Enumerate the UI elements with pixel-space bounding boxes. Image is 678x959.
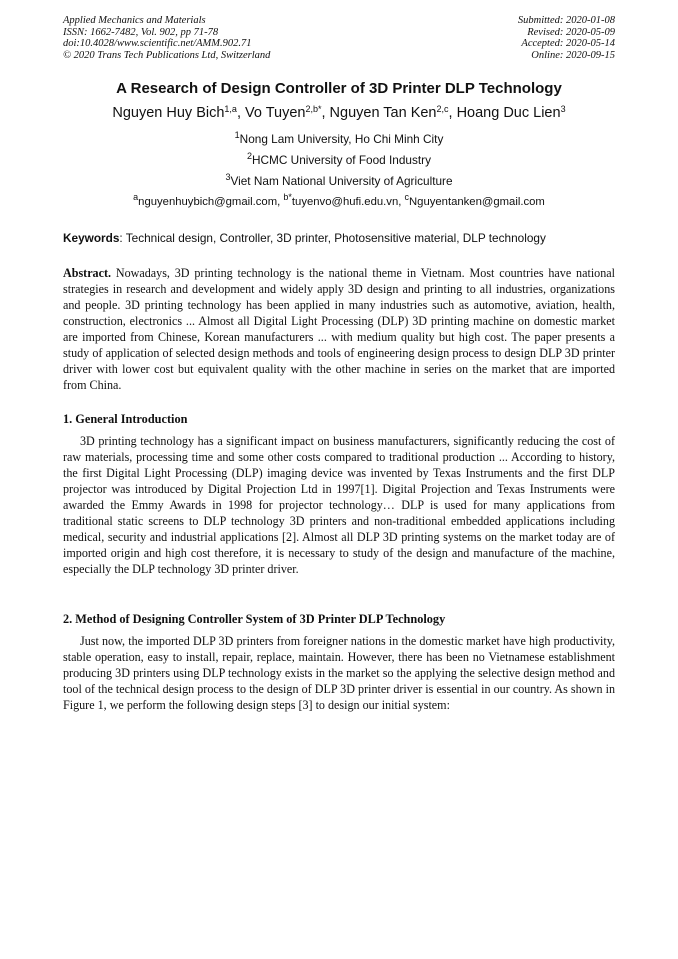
submitted-date: Submitted: 2020-01-08	[517, 15, 615, 26]
keywords-label: Keywords	[63, 231, 120, 245]
affiliation-mark: 2	[247, 151, 253, 161]
section-body-introduction: 3D printing technology has a significant impact on business manufacturers, significantly reducing the cost of raw materials, processing time and some other costs compared to traditional production ... According to history, the first Digital Light Processing (DLP) imaging device was invented by Texas Instruments and the first DLP projector was introduced by Digital Projection Ltd in 1997[1]. Digital Projection and Texas Instruments were awarded the Emmy Awards in 1998 for projector technology… DLP is used for many applications from traditional static screens to DLP technology 3D printers and non-traditional embedded applications including medical, security and industrial applications [2]. Almost all DLP 3D printing systems on the market today are of imported origin and high cost therefore, it is necessary to study of the design and manufacture of the machine, especially the DLP technology 3D printer driver.	[63, 434, 615, 576]
email-mark: c	[404, 192, 410, 202]
keywords	[63, 231, 615, 245]
online-date: Online: 2020-09-15	[531, 49, 615, 61]
author-affiliation-mark: 2,b*	[305, 104, 322, 114]
email-address: nguyenhuybich@gmail.com,	[138, 196, 284, 208]
author-list	[0, 105, 678, 121]
journal-name: Applied Mechanics and Materials	[63, 15, 206, 26]
author-name: Nguyen Huy Bich	[112, 105, 225, 121]
author-name: Vo Tuyen	[245, 105, 306, 121]
author-affiliation-mark: 3	[560, 104, 566, 114]
author-affiliation-mark: 1,a	[224, 104, 237, 114]
affiliation-2	[0, 153, 678, 167]
affiliation-text: HCMC University of Food Industry	[252, 153, 431, 167]
email-address: Nguyentanken@gmail.com	[409, 196, 545, 208]
author-emails	[0, 192, 678, 208]
author-separator: ,	[448, 105, 457, 121]
email-address: tuyenvo@hufi.edu.vn,	[291, 196, 405, 208]
revised-date: Revised: 2020-05-09	[527, 26, 615, 38]
keywords-text: : Technical design, Controller, 3D printer, Photosensitive material, DLP technology	[119, 231, 546, 245]
accepted-date: Accepted: 2020-05-14	[521, 38, 615, 50]
section-heading-introduction: 1. General Introduction	[63, 412, 188, 426]
section-heading-method: 2. Method of Designing Controller System of 3D Printer DLP Technology	[63, 612, 446, 626]
copyright-line: © 2020 Trans Tech Publications Ltd, Switzerland	[63, 49, 271, 61]
author-separator: ,	[321, 105, 330, 121]
paper-title: A Research of Design Controller of 3D Printer DLP Technology	[116, 80, 562, 97]
affiliation-text: Viet Nam National University of Agriculture	[230, 174, 453, 188]
abstract	[63, 265, 615, 393]
publication-dates	[518, 15, 615, 61]
journal-info	[63, 15, 270, 61]
abstract-label: Abstract.	[63, 266, 112, 280]
affiliation-3	[0, 174, 678, 188]
author-name: Hoang Duc Lien	[456, 105, 561, 121]
author-affiliation-mark: 2,c	[436, 104, 449, 114]
issn-line: ISSN: 1662-7482, Vol. 902, pp 71-78	[63, 26, 219, 38]
affiliation-mark: 1	[234, 130, 240, 140]
affiliation-mark: 3	[225, 172, 231, 182]
email-mark: a	[133, 192, 139, 202]
affiliation-text: Nong Lam University, Ho Chi Minh City	[239, 132, 444, 146]
section-body-method: Just now, the imported DLP 3D printers from foreigner nations in the domestic market have high productivity, stable operation, easy to install, repair, replace, maintain. However, there has been no Vietnamese establishment producing 3D printers using DLP technology exists in the market so the applying the selective design method and tool of the technical design process to the design of DLP 3D printer driver is essential in our country. As shown in Figure 1, we perform the following design steps [3] to design our initial system:	[63, 634, 615, 712]
doi-line: doi:10.4028/www.scientific.net/AMM.902.71	[63, 38, 252, 50]
author-separator: ,	[236, 105, 245, 121]
abstract-text: Nowadays, 3D printing technology is the national theme in Vietnam. Most countries have national strategies in research and development and widely apply 3D design and printing to all industries, organizations and people. 3D printing technology has been applied in many industries such as automotive, aviation, health, construction, electronics ... Almost all Digital Light Processing (DLP) 3D printing machine on domestic market are imported from Chinese, Korean manufacturers ... with medium quality but high cost. The paper presents a study of application of selected design methods and tools of engineering design process to design DLP 3D printer driver with lower cost but equivalent quality with the other machine in series on the market that are imported from China.	[63, 266, 615, 392]
affiliation-1	[0, 132, 678, 146]
author-name: Nguyen Tan Ken	[329, 105, 437, 121]
email-mark: b*	[283, 192, 292, 202]
